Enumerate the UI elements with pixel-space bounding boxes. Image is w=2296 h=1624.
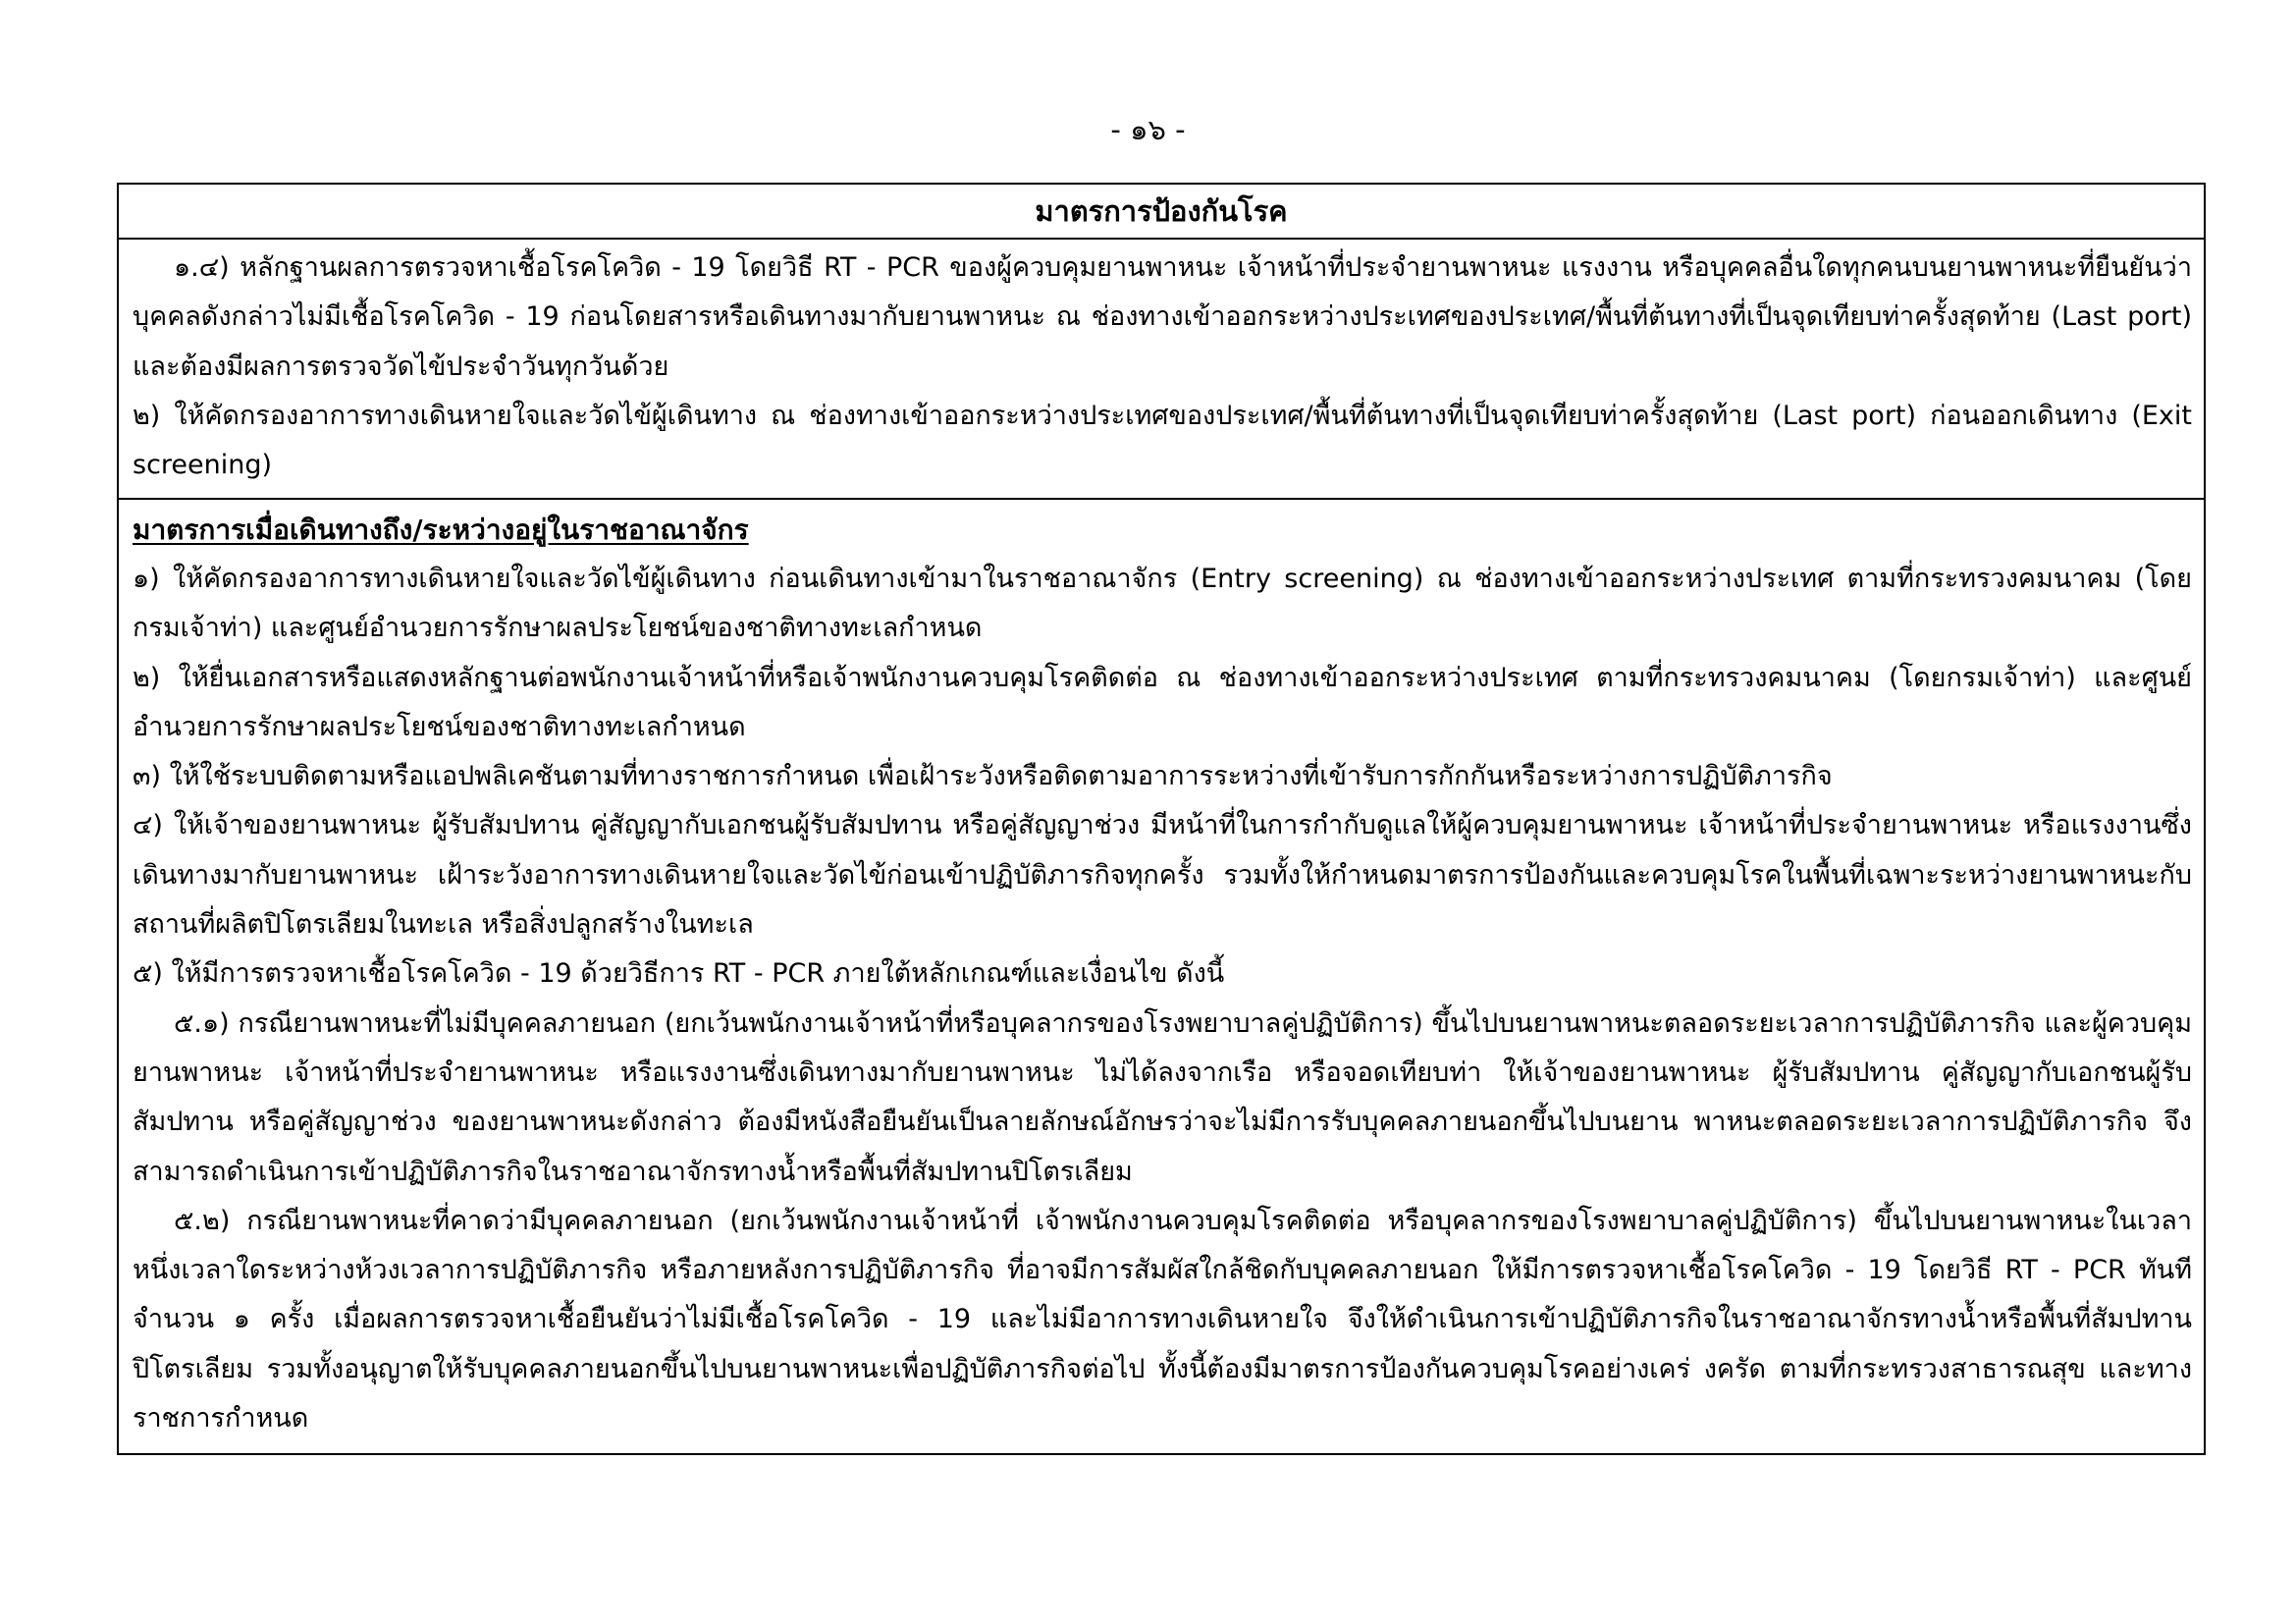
paragraph-1-entry-screening: ๑) ให้คัดกรองอาการทางเดินหายใจและวัดไข้ผู้เดินทาง ก่อนเดินทางเข้ามาในราชอาณาจักร (Entry screening) ณ ช่องทางเข้าออกระหว่างประเทศ ตามที่กระทรวงคมนาคม (โดยกรมเจ้าท่า) และศูนย์อำนวยการรักษาผลประโยชน์ของชาติทางทะเลกำหนด bbox=[133, 564, 2192, 644]
page-number: - ๑๖ - bbox=[1110, 113, 1186, 146]
paragraph-1-4: ๑.๔) หลักฐานผลการตรวจหาเชื้อโรคโควิด - 19 โดยวิธี RT - PCR ของผู้ควบคุมยานพาหนะ เจ้าหน้าที่ประจำยานพาหนะ แรงงาน หรือบุคคลอื่นใดทุกคนบนยานพาหนะที่ยืนยันว่าบุคคลดังกล่าวไม่มีเชื้อโรคโควิด - 19 ก่อนโดยสารหรือเดินทางมากับยานพาหนะ ณ ช่องทางเข้าออกระหว่างประเทศของประเทศ/พื้นที่ต้นทางที่เป็นจุดเทียบท่าครั้งสุดท้าย (Last port) และต้องมีผลการตรวจวัดไข้ประจำวันทุกวันด้วย bbox=[133, 252, 2192, 382]
paragraph-3-tracking: ๓) ให้ใช้ระบบติดตามหรือแอปพลิเคชันตามที่ทางราชการกำหนด เพื่อเฝ้าระวังหรือติดตามอาการระหว่างที่เข้ารับการกักกันหรือระหว่างการปฏิบัติภารกิจ bbox=[133, 761, 1833, 792]
paragraph-5-1: ๕.๑) กรณียานพาหนะที่ไม่มีบุคคลภายนอก (ยกเว้นพนักงานเจ้าหน้าที่หรือบุคลากรของโรงพยาบาลคู่ปฏิบัติการ) ขึ้นไปบนยานพาหนะตลอดระยะเวลาการปฏิบัติภารกิจ และผู้ควบคุมยานพาหนะ เจ้าหน้าที่ประจำยานพาหนะ หรือแรงงานซึ่งเดินทางมากับยานพาหนะ ไม่ได้ลงจากเรือ หรือจอดเทียบท่า ให้เจ้าของยานพาหนะ ผู้รับสัมปทาน คู่สัญญากับเอกชนผู้รับสัมปทาน หรือคู่สัญญาช่วง ของยานพาหนะดังกล่าว ต้องมีหนังสือยืนยันเป็นลายลักษณ์อักษรว่าจะไม่มีการรับบุคคลภายนอกขึ้นไปบนยาน พาหนะตลอดระยะเวลาการปฏิบัติภารกิจ จึงสามารถดำเนินการเข้าปฏิบัติภารกิจในราชอาณาจักรทางน้ำหรือพื้นที่สัมปทานปิโตรเลียม bbox=[133, 1007, 2192, 1187]
arrival-section bbox=[119, 500, 2204, 1453]
paragraph-2-documents: ๒) ให้ยื่นเอกสารหรือแสดงหลักฐานต่อพนักงานเจ้าหน้าที่หรือเจ้าพนักงานควบคุมโรคติดต่อ ณ ช่องทางเข้าออกระหว่างประเทศ ตามที่กระทรวงคมนาคม (โดยกรมเจ้าท่า) และศูนย์อำนวยการรักษาผลประโยชน์ของชาติทางทะเลกำหนด bbox=[133, 662, 2192, 742]
paragraph-5-2: ๕.๒) กรณียานพาหนะที่คาดว่ามีบุคคลภายนอก (ยกเว้นพนักงานเจ้าหน้าที่ เจ้าพนักงานควบคุมโรคติดต่อ หรือบุคลากรของโรงพยาบาลคู่ปฏิบัติการ) ขึ้นไปบนยานพาหนะในเวลาหนึ่งเวลาใดระหว่างห้วงเวลาการปฏิบัติภารกิจ หรือภายหลังการปฏิบัติภารกิจ ที่อาจมีการสัมผัสใกล้ชิดกับบุคคลภายนอก ให้มีการตรวจหาเชื้อโรคโควิด - 19 โดยวิธี RT - PCR ทันทีจำนวน ๑ ครั้ง เมื่อผลการตรวจหาเชื้อยืนยันว่าไม่มีเชื้อโรคโควิด - 19 และไม่มีอาการทางเดินหายใจ จึงให้ดำเนินการเข้าปฏิบัติภารกิจในราชอาณาจักรทางน้ำหรือพื้นที่สัมปทานปิโตรเลียม รวมทั้งอนุญาตให้รับบุคคลภายนอกขึ้นไปบนยานพาหนะเพื่อปฏิบัติภารกิจต่อไป ทั้งนี้ต้องมีมาตรการป้องกันควบคุมโรคอย่างเคร่ งครัด ตามที่กระทรวงสาธารณสุข และทางราชการกำหนด bbox=[133, 1205, 2192, 1435]
table-header: มาตรการป้องกันโรค bbox=[119, 185, 2204, 240]
measures-table bbox=[117, 183, 2206, 1455]
section-title: มาตรการเมื่อเดินทางถึง/ระหว่างอยู่ในราชอาณาจักร bbox=[133, 514, 749, 546]
prevention-section bbox=[119, 240, 2204, 500]
paragraph-2-exit-screening: ๒) ให้คัดกรองอาการทางเดินหายใจและวัดไข้ผู้เดินทาง ณ ช่องทางเข้าออกระหว่างประเทศของประเทศ/พื้นที่ต้นทางที่เป็นจุดเทียบท่าครั้งสุดท้าย (Last port) ก่อนออกเดินทาง (Exit screening) bbox=[133, 400, 2192, 481]
paragraph-5-testing: ๕) ให้มีการตรวจหาเชื้อโรคโควิด - 19 ด้วยวิธีการ RT - PCR ภายใต้หลักเกณฑ์และเงื่อนไข ดังนี้ bbox=[133, 958, 1225, 990]
paragraph-4-owner-duties: ๔) ให้เจ้าของยานพาหนะ ผู้รับสัมปทาน คู่สัญญากับเอกชนผู้รับสัมปทาน หรือคู่สัญญาช่วง มีหน้าที่ในการกำกับดูแลให้ผู้ควบคุมยานพาหนะ เจ้าหน้าที่ประจำยานพาหนะ หรือแรงงานซึ่งเดินทางมากับยานพาหนะ เฝ้าระวังอาการทางเดินหายใจและวัดไข้ก่อนเข้าปฏิบัติภารกิจทุกครั้ง รวมทั้งให้กำหนดมาตรการป้องกันและควบคุมโรคในพื้นที่เฉพาะระหว่างยานพาหนะกับสถานที่ผลิตปิโตรเลียมในทะเล หรือสิ่งปลูกสร้างในทะเล bbox=[133, 810, 2192, 941]
